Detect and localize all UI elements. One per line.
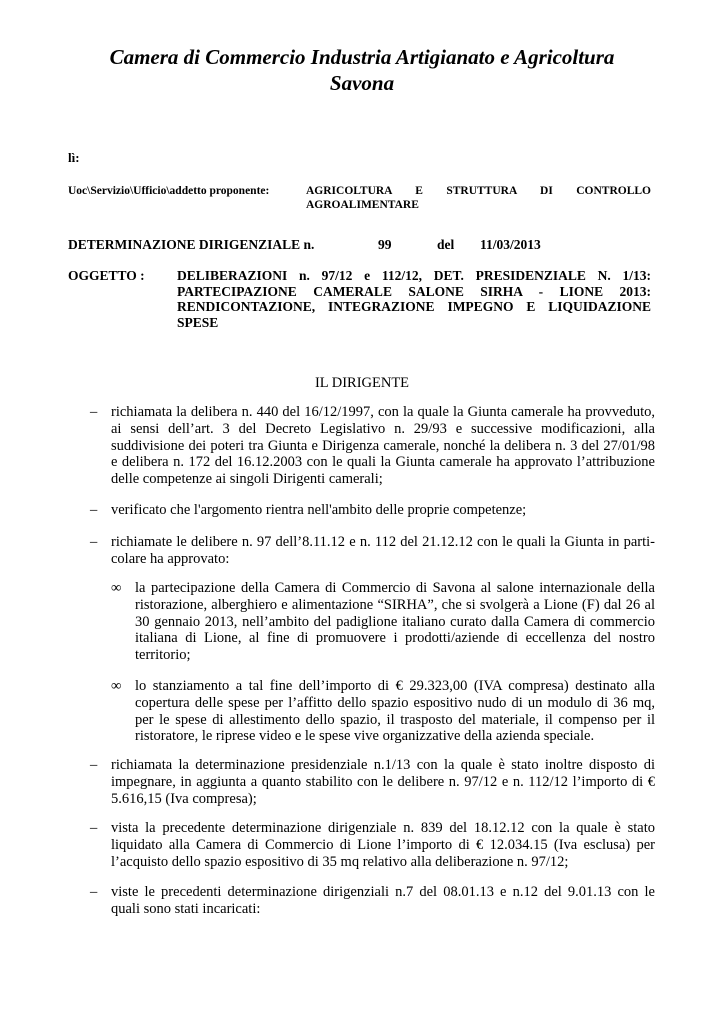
- item-line: e delibera n. 172 del 16.12.2003 con le quali la Giunta camerale ha approvato l’attribuzione: [111, 454, 655, 471]
- place-date-label: lì:: [68, 150, 80, 165]
- dash-bullet: –: [90, 404, 98, 420]
- dash-bullet: –: [90, 820, 98, 836]
- determinazione-del-label: del: [437, 237, 455, 252]
- item-line: quali sono stati incaricati:: [111, 900, 261, 917]
- item-line: 30 gennaio 2013, nell’ambito del padiglione italiano curato dalla Camera di commercio: [135, 613, 655, 630]
- item-line: la partecipazione della Camera di Commercio di Savona al salone internazionale della: [135, 580, 655, 596]
- document-title-line-2: Savona: [329, 71, 395, 95]
- proponente-value: [306, 184, 651, 212]
- proponente-value-line-1: AGRICOLTURA E STRUTTURA DI CONTROLLO: [306, 185, 651, 197]
- infinity-bullet-icon: ∞: [111, 580, 122, 596]
- item-line: suddivisione dei poteri tra Giunta e Dirigenza camerale, nonché la delibera n. 3 del 27/01/98: [111, 437, 655, 454]
- item-line: liquidato alla Camera di Commercio di Lione l’importo di € 12.034.15 (Iva esclusa) per: [111, 836, 655, 853]
- dash-bullet: –: [90, 534, 98, 550]
- item-line: verificato che l'argomento rientra nell'ambito delle proprie competenze;: [111, 502, 527, 518]
- infinity-bullet-icon: ∞: [111, 678, 122, 694]
- item-line: vista la precedente determinazione dirigenziale n. 839 del 18.12.12 con la quale è stato: [111, 820, 655, 836]
- item-line: per le spese di allestimento dello spazio, il trasposto del materiale, il compenso per il: [135, 711, 655, 728]
- oggetto-label: OGGETTO :: [68, 268, 145, 283]
- dash-bullet: –: [90, 502, 98, 518]
- item-line: delle competenze ai singoli Dirigenti camerali;: [111, 471, 383, 488]
- item-line: richiamate le delibere n. 97 dell’8.11.12 e n. 112 del 21.12.12 con le quali la Giunta in parti-: [111, 534, 655, 550]
- item-line: colare ha approvato:: [111, 550, 230, 567]
- oggetto-line: PARTECIPAZIONE CAMERALE SALONE SIRHA - LIONE 2013:: [177, 283, 651, 299]
- item-line: territorio;: [135, 647, 191, 664]
- proponente-label: Uoc\Servizio\Ufficio\addetto proponente:: [68, 185, 270, 197]
- item-line: copertura delle spese per l’affitto dello spazio espositivo nudo di un modulo di 36 mq,: [135, 694, 655, 711]
- determinazione-number: 99: [378, 237, 392, 252]
- determinazione-date: 11/03/2013: [480, 237, 541, 252]
- document-title-line-1: Camera di Commercio Industria Artigianato e Agricoltura: [109, 45, 615, 69]
- item-line: ai sensi dell’art. 3 del Decreto Legislativo n. 29/93 e successive modificazioni, alla: [111, 420, 655, 437]
- item-line: 5.616,15 (Iva compresa);: [111, 790, 257, 807]
- item-line: ristorazione, alberghiero e alimentazione “SIRHA”, che si svolgerà a Lione (F) dal 26 al: [135, 596, 655, 613]
- oggetto-line: DELIBERAZIONI n. 97/12 e 112/12, DET. PRESIDENZIALE N. 1/13:: [177, 268, 651, 283]
- item-line: richiamata la determinazione presidenziale n.1/13 con la quale è stato inoltre disposto di: [111, 757, 655, 773]
- proponente-value-line-2: AGROALIMENTARE: [306, 199, 419, 211]
- dash-bullet: –: [90, 884, 98, 900]
- item-line: richiamata la delibera n. 440 del 16/12/1997, con la quale la Giunta camerale ha provveduto,: [111, 404, 655, 420]
- determinazione-label: DETERMINAZIONE DIRIGENZIALE n.: [68, 237, 315, 252]
- item-line: italiana di Lione, al fine di promuovere i prodotti/aziende di eccellenza del nostro: [135, 630, 655, 647]
- item-line: l’acquisto dello spazio espositivo di 35 mq relativo alla deliberazione n. 97/12;: [111, 853, 569, 870]
- item-line: lo stanziamento a tal fine dell’importo di € 29.323,00 (IVA compresa) destinato alla: [135, 678, 655, 694]
- section-heading: IL DIRIGENTE: [314, 375, 410, 391]
- item-line: impegnare, in aggiunta a quanto stabilito con le delibere n. 97/12 e n. 112/12 l’importo di €: [111, 773, 655, 790]
- oggetto-line: RENDICONTAZIONE, INTEGRAZIONE IMPEGNO E LIQUIDAZIONE: [177, 299, 651, 314]
- item-line: ristoratore, le riprese video e le spese vive organizzative della azienda speciale.: [135, 728, 595, 745]
- oggetto-text: [177, 268, 651, 330]
- item-line: viste le precedenti determinazione dirigenziali n.7 del 08.01.13 e n.12 del 9.01.13 con le: [111, 884, 655, 900]
- oggetto-line: SPESE: [177, 314, 219, 330]
- dash-bullet: –: [90, 757, 98, 773]
